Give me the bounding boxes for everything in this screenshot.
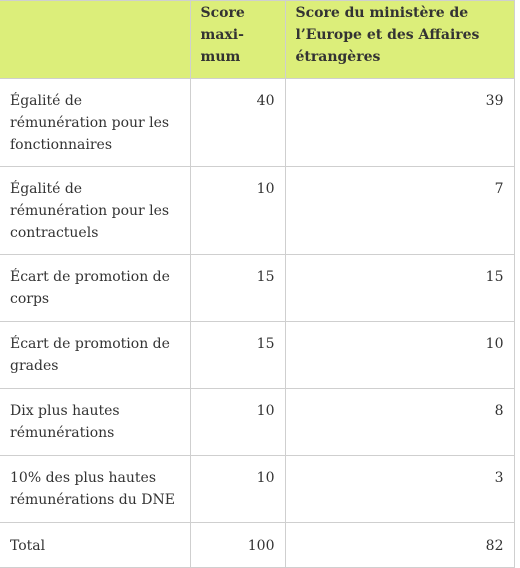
total-ministry-score: 82 xyxy=(285,523,514,568)
row-ministry-score: 15 xyxy=(285,255,514,322)
row-ministry-score: 8 xyxy=(285,389,514,456)
row-label: 10% des plus hautes rémunérations du DNE xyxy=(0,456,190,523)
table-row xyxy=(0,322,514,389)
row-max-score: 10 xyxy=(190,167,285,255)
row-ministry-score: 3 xyxy=(285,456,514,523)
total-max-score: 100 xyxy=(190,523,285,568)
row-ministry-score: 39 xyxy=(285,79,514,167)
table-row xyxy=(0,255,514,322)
row-label: Dix plus hautes rémunérations xyxy=(0,389,190,456)
row-label: Écart de promotion de grades xyxy=(0,322,190,389)
row-max-score: 10 xyxy=(190,456,285,523)
row-ministry-score: 10 xyxy=(285,322,514,389)
header-empty xyxy=(0,1,190,79)
row-max-score: 10 xyxy=(190,389,285,456)
row-label: Écart de promotion de corps xyxy=(0,255,190,322)
table-row xyxy=(0,79,514,167)
table-total-row xyxy=(0,523,514,568)
table-row xyxy=(0,456,514,523)
row-max-score: 40 xyxy=(190,79,285,167)
row-label: Égalité de rémunération pour les contractuels xyxy=(0,167,190,255)
row-label: Égalité de rémunération pour les fonctionnaires xyxy=(0,79,190,167)
table-row xyxy=(0,389,514,456)
row-ministry-score: 7 xyxy=(285,167,514,255)
header-ministry-score: Score du ministère de l’Europe et des Affaires étrangères xyxy=(285,1,514,79)
row-max-score: 15 xyxy=(190,322,285,389)
table-header-row xyxy=(0,1,514,79)
total-label: Total xyxy=(0,523,190,568)
table-row xyxy=(0,167,514,255)
header-max-score: Score maximum xyxy=(190,1,285,79)
row-max-score: 15 xyxy=(190,255,285,322)
